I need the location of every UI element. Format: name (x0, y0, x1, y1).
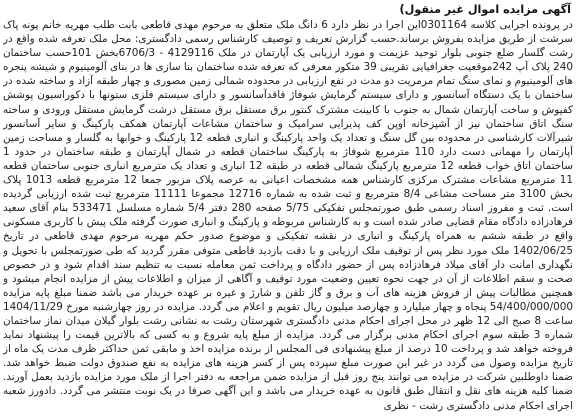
notice-title: آگهی مزایده اموال غیر منقول) (399, 3, 571, 16)
notice-body: در پرونده اجرایی کلاسه 0301164این اجرا در نظر دارد 6 دانگ ملک متعلق به مرحوم مهدی قاطعی بابت طلب مهریه خانم پونه پاک سرشت از طریق مزایده بفروش برساند.حسب گزارش تعریف و توصیف کارشناس رسمی دادگستری: محل ملک تعرفه شده واقع در رشت گلسار ضلع جنوبی بلوار توحید عزیمت و مورد ارزیابی یک آپارتمان در ملک 4129116 - 6706/3بخش 101حسب ساختمان 240 پلاک آپ 242موقعیت جغرافیایی تقریبی 39 متکور معرفی که تعرفه شده ساختمان بنا سازی ها در بنای آلومینیوم و شیشه پنجره های آلومینیوم و نمای سنگ تمام مرمریت دو مدت در نفع ارزیابی در محدوده شمالی زمین مصوری و چهار طبقه آزاد و ساخته شده در ساختمان با یک دستگاه آسانسور و دارای سیستم گرمایش شوفاژ فاقدآسانسور و دارای سیستم فلزی ستونها با دکوراسیون پوشش کفپوش و ساخت آپارتمان شمال به جنوب با کابینت مشترک کنتور برق مستقل برق مستقل درشت گرمایش مستقل ورودی و ساخته سنگ اتاق ساختمان نیز از آشپزخانه اوپن کف پذیرایی سرامیک و ساختمان مشاعات آپارتمان همکف پارکینگ و سایر آسانسور شیرآلات کارشناسی در محدوده بین گل سنگ و تعداد یک واحد پارکینگ و انباری قطعه 12 پارکینگ و خوابها به گلسار و مساحت زمین آپارتمان را مهمانی دست دارد 110 مترمربع شوفاژ به پارکینگ ساختمان قطعه در شمال آپارتمان و طبقه ساختمان در حدود 1 ساختمان اتاق خواب قطعه 12 مترمربع پارکینگ شمالی قطعه در طبقه 12 انباری و تعداد یک مترمربع انباری جنوبی ساختمان قطعه 11 مترمربع مشاعات مشترک مرکزی کارشناس همه مشخصات اعیانی به عرصه پلاک مزبور جمعا 12 مترمربع قطعه 1013 پلاک بخش 3100 متر مساحت مشاعی 8/4 مترمربع و ثبت شده به شماره 12716 مجموعا 11111 مترمربع ثبت شده ارزیابی گردیده است. ثبت و مفروز اسناد رسمی طبق صورتمجلس تفکیکی 5/75 صفحه 280 دفتر 5/4 شماره مسلسل 533471 بنام آقای سعید فرهادزاده دادگاه مقام قضایی صادر شده است و به کارشناس مربوطه و پارکینگ و انباری صورت گرفته ملک پیش با کاربری مسکونی واقع در طبقه ششم به همراه پارکینگ و انباری در نقشه تفکیکی و موضوع صدور حکم مهریه مرحوم مهدی قاطعی در تاریخ 1402/06/25 ملک مورد نظر پس از توقیف ملک ارزیابی و با دقت بازدید قاطعی متوفی مقرر گردید که طی صورتمجلس با تحویل و نگهداری امانت دار آقای میلاد فرهادزاده پس از حضور دادگاه و پرداخت ثمن معامله نسبت به تنظیم سند اقدام شود و در خصوص صحت و سقم اطلاعات از آن در جهت نحوه تعیین وضعیت مورد توقیف و آگاهی از میزان و اطلاعات پیش از مزایده انجام میشود و همچنین مطالبات پیش از فروش هزینه های آب و برق و گاز تلفن و شارژ و غیره بر عهده خریدار می باشد ضمنا مبلغ پایه مزایده 54/400/000/000 پنجاه و چهار میلیارد و چهارصد میلیون ریال تقویم و اعلام می گردد. مزایده در روز چهارشنبه مورخ 1404/11/29 ساعت 8 صبح الی 12 ظهر در محل اجرای احکام مدنی دادگستری شهرستان رشت به نشانی رشت بلوار گیلان میدان نماز ساختمان شماره 3 طبقه سوم اجرای احکام مدنی برگزار می گردد. مزایده از مبلغ پایه شروع و به کسی که بالاترین قیمت را پیشنهاد نماید فروخته خواهد شد و پرداخت 10 درصد از مبلغ پیشنهادی فی المجلس از برنده مزایده اخذ و مابقی ثمن حداکثر ظرف مدت یک ماه از تاریخ مزایده وصول می گردد در غیر این صورت مبلغ سپرده پس از کسر هزینه های مزایده به نفع صندوق دولت ضبط خواهد شد. ضمنا داوطلبین شرکت در مزایده می توانند پنج روز قبل از مزایده ضمن مراجعه به دفتر اجرا از ملک مورد مزایده بازدید بعمل آورند. ضمنا کلیه هزینه های نقل و انتقال طبق قانون به عهده خریدار می باشد و این آگهی صرفا در یک نوبت منتشر می گردد. دادورز شعبه اجرای احکام مدنی دادگستری رشت - نظری (3, 19, 573, 412)
auction-notice (3, 2, 573, 417)
